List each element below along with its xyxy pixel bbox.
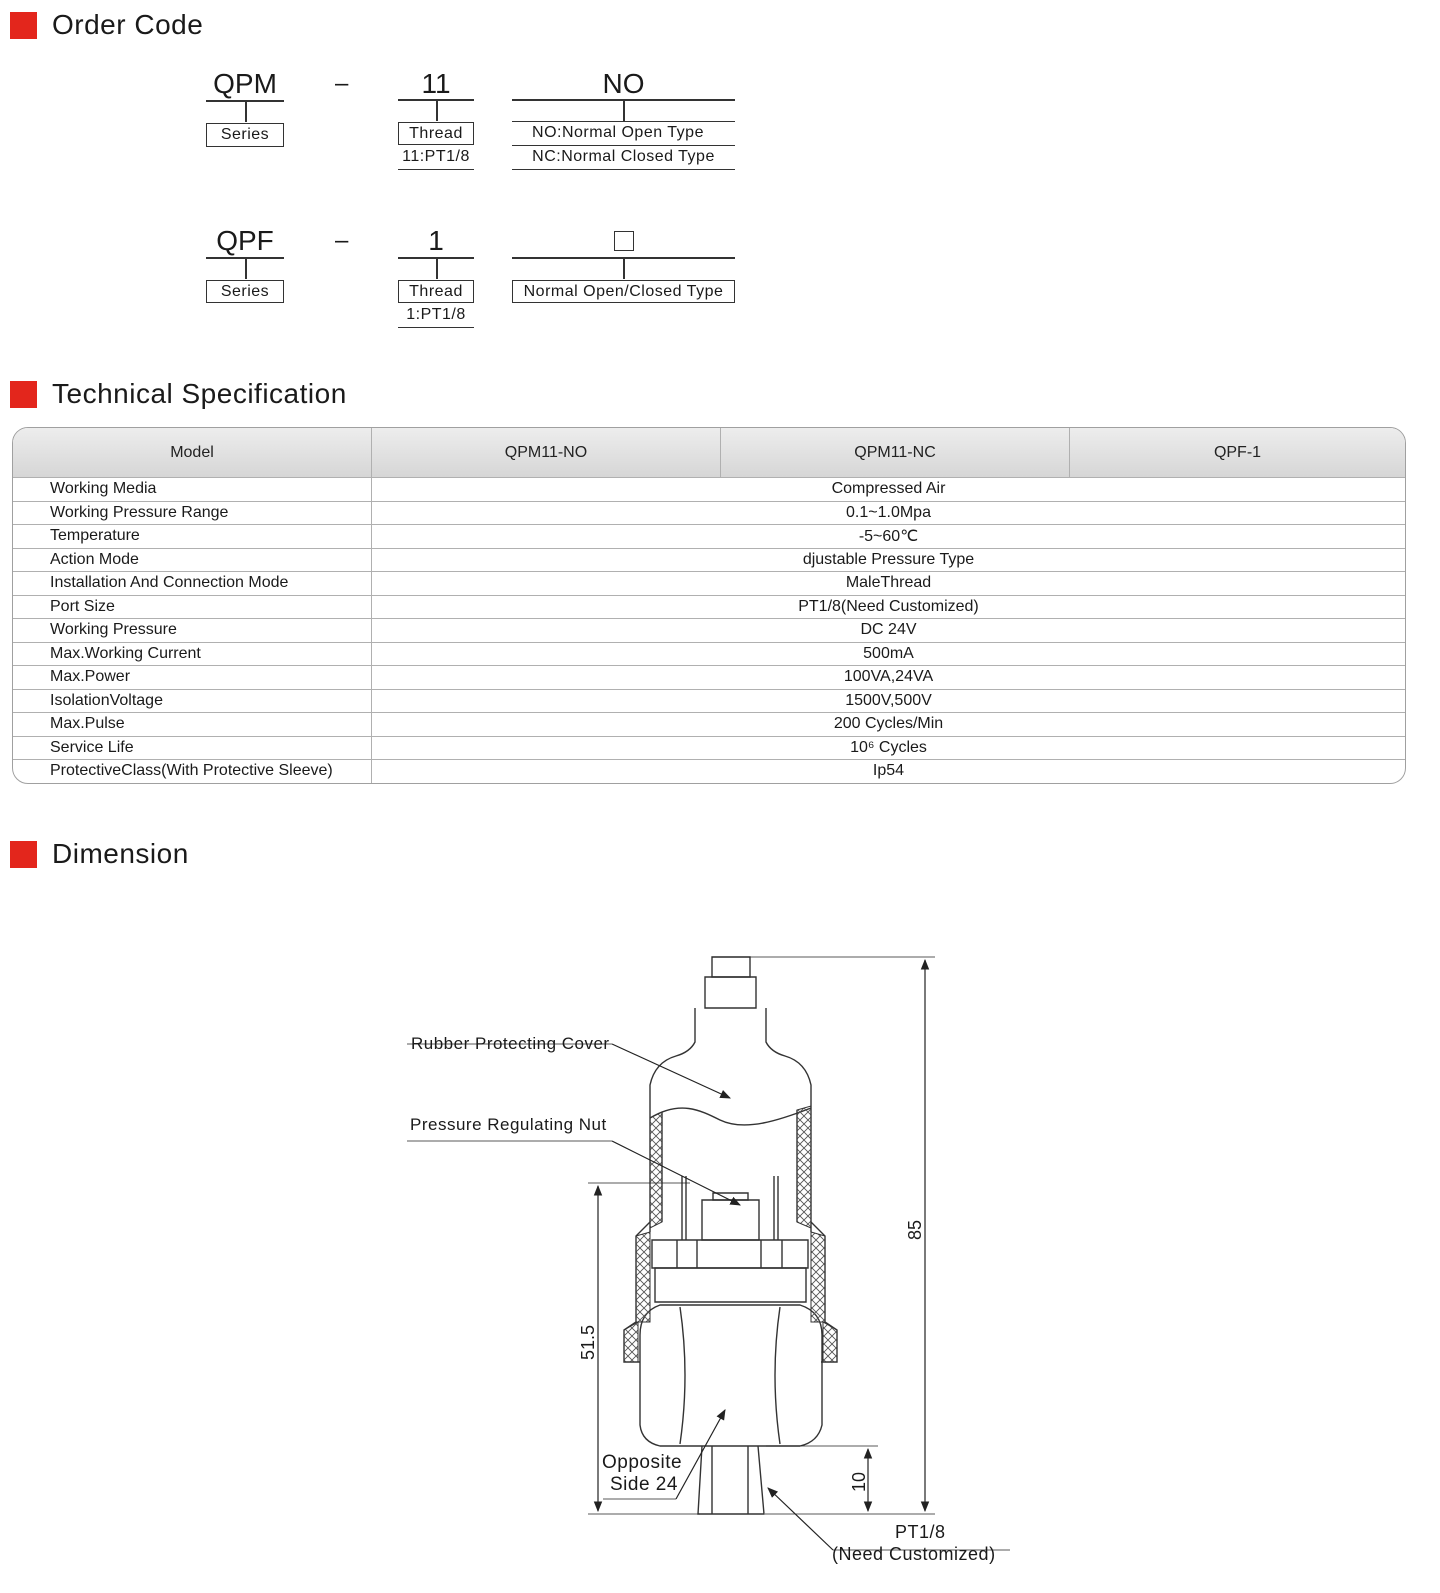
row-value: 200 Cycles/Min xyxy=(372,713,1406,737)
row-value: Compressed Air xyxy=(372,478,1406,502)
label-port-2: (Need Customized) xyxy=(832,1544,996,1564)
label-opposite-side-1: Opposite xyxy=(602,1452,683,1473)
dim-51-5: 51.5 xyxy=(578,1324,598,1360)
row-label: Temperature xyxy=(13,525,372,549)
row-value: 10⁶ Cycles xyxy=(372,736,1406,760)
row-value: 1500V,500V xyxy=(372,689,1406,713)
cut-line xyxy=(650,1108,811,1125)
thread-stub xyxy=(698,1446,764,1514)
header-model: Model xyxy=(13,428,372,478)
row-value: DC 24V xyxy=(372,619,1406,643)
row-value: -5~60℃ xyxy=(372,525,1406,549)
row-value: Ip54 xyxy=(372,760,1406,783)
series-code: QPF xyxy=(216,225,274,256)
row-label: Max.Working Current xyxy=(13,642,372,666)
label-port-1: PT1/8 xyxy=(895,1522,946,1542)
thread-label: Thread xyxy=(398,122,474,145)
row-value: 100VA,24VA xyxy=(372,666,1406,690)
switch-body xyxy=(652,1240,808,1268)
row-value: MaleThread xyxy=(372,572,1406,596)
row-label: Port Size xyxy=(13,595,372,619)
header-qpm11-no: QPM11-NO xyxy=(372,428,721,478)
type-label: Normal Open/Closed Type xyxy=(512,280,735,303)
thread-value: 1:PT1/8 xyxy=(406,306,466,323)
type-code: NO xyxy=(602,68,645,99)
row-value: djustable Pressure Type xyxy=(372,548,1406,572)
section-title: Technical Specification xyxy=(52,378,347,409)
type-option-nc: NC:Normal Closed Type xyxy=(532,148,715,165)
label-opposite-side-2: Side 24 xyxy=(610,1474,678,1495)
regulating-nut xyxy=(702,1200,759,1240)
thread-code: 11 xyxy=(421,68,451,99)
label-regulating-nut: Pressure Regulating Nut xyxy=(410,1115,607,1134)
row-label: Max.Power xyxy=(13,666,372,690)
header-qpf-1: QPF-1 xyxy=(1070,428,1406,478)
cable-mid xyxy=(705,977,756,1008)
row-label: IsolationVoltage xyxy=(13,689,372,713)
row-value: 500mA xyxy=(372,642,1406,666)
dash: – xyxy=(335,70,349,97)
section-title: Order Code xyxy=(52,9,204,40)
row-label: Working Media xyxy=(13,478,372,502)
type-option-no: NO:Normal Open Type xyxy=(532,124,704,141)
dash: – xyxy=(335,227,349,254)
row-value: PT1/8(Need Customized) xyxy=(372,595,1406,619)
row-label: Working Pressure Range xyxy=(13,501,372,525)
row-label: Service Life xyxy=(13,736,372,760)
row-label: Max.Pulse xyxy=(13,713,372,737)
hex-body xyxy=(640,1305,822,1446)
dim-85: 85 xyxy=(905,1219,925,1240)
thread-code: 1 xyxy=(428,225,444,256)
row-label: ProtectiveClass(With Protective Sleeve) xyxy=(13,760,372,783)
series-code: QPM xyxy=(213,68,277,99)
row-label: Installation And Connection Mode xyxy=(13,572,372,596)
row-label: Working Pressure xyxy=(13,619,372,643)
thread-label: Thread xyxy=(398,280,474,303)
row-value: 0.1~1.0Mpa xyxy=(372,501,1406,525)
cable-top xyxy=(712,957,750,977)
dim-10: 10 xyxy=(849,1471,869,1492)
section-title: Dimension xyxy=(52,838,189,869)
header-qpm11-nc: QPM11-NC xyxy=(721,428,1070,478)
series-label: Series xyxy=(206,280,284,303)
series-label: Series xyxy=(206,123,284,147)
label-rubber-cover: Rubber Protecting Cover xyxy=(411,1034,610,1053)
row-label: Action Mode xyxy=(13,548,372,572)
thread-value: 11:PT1/8 xyxy=(402,148,470,165)
